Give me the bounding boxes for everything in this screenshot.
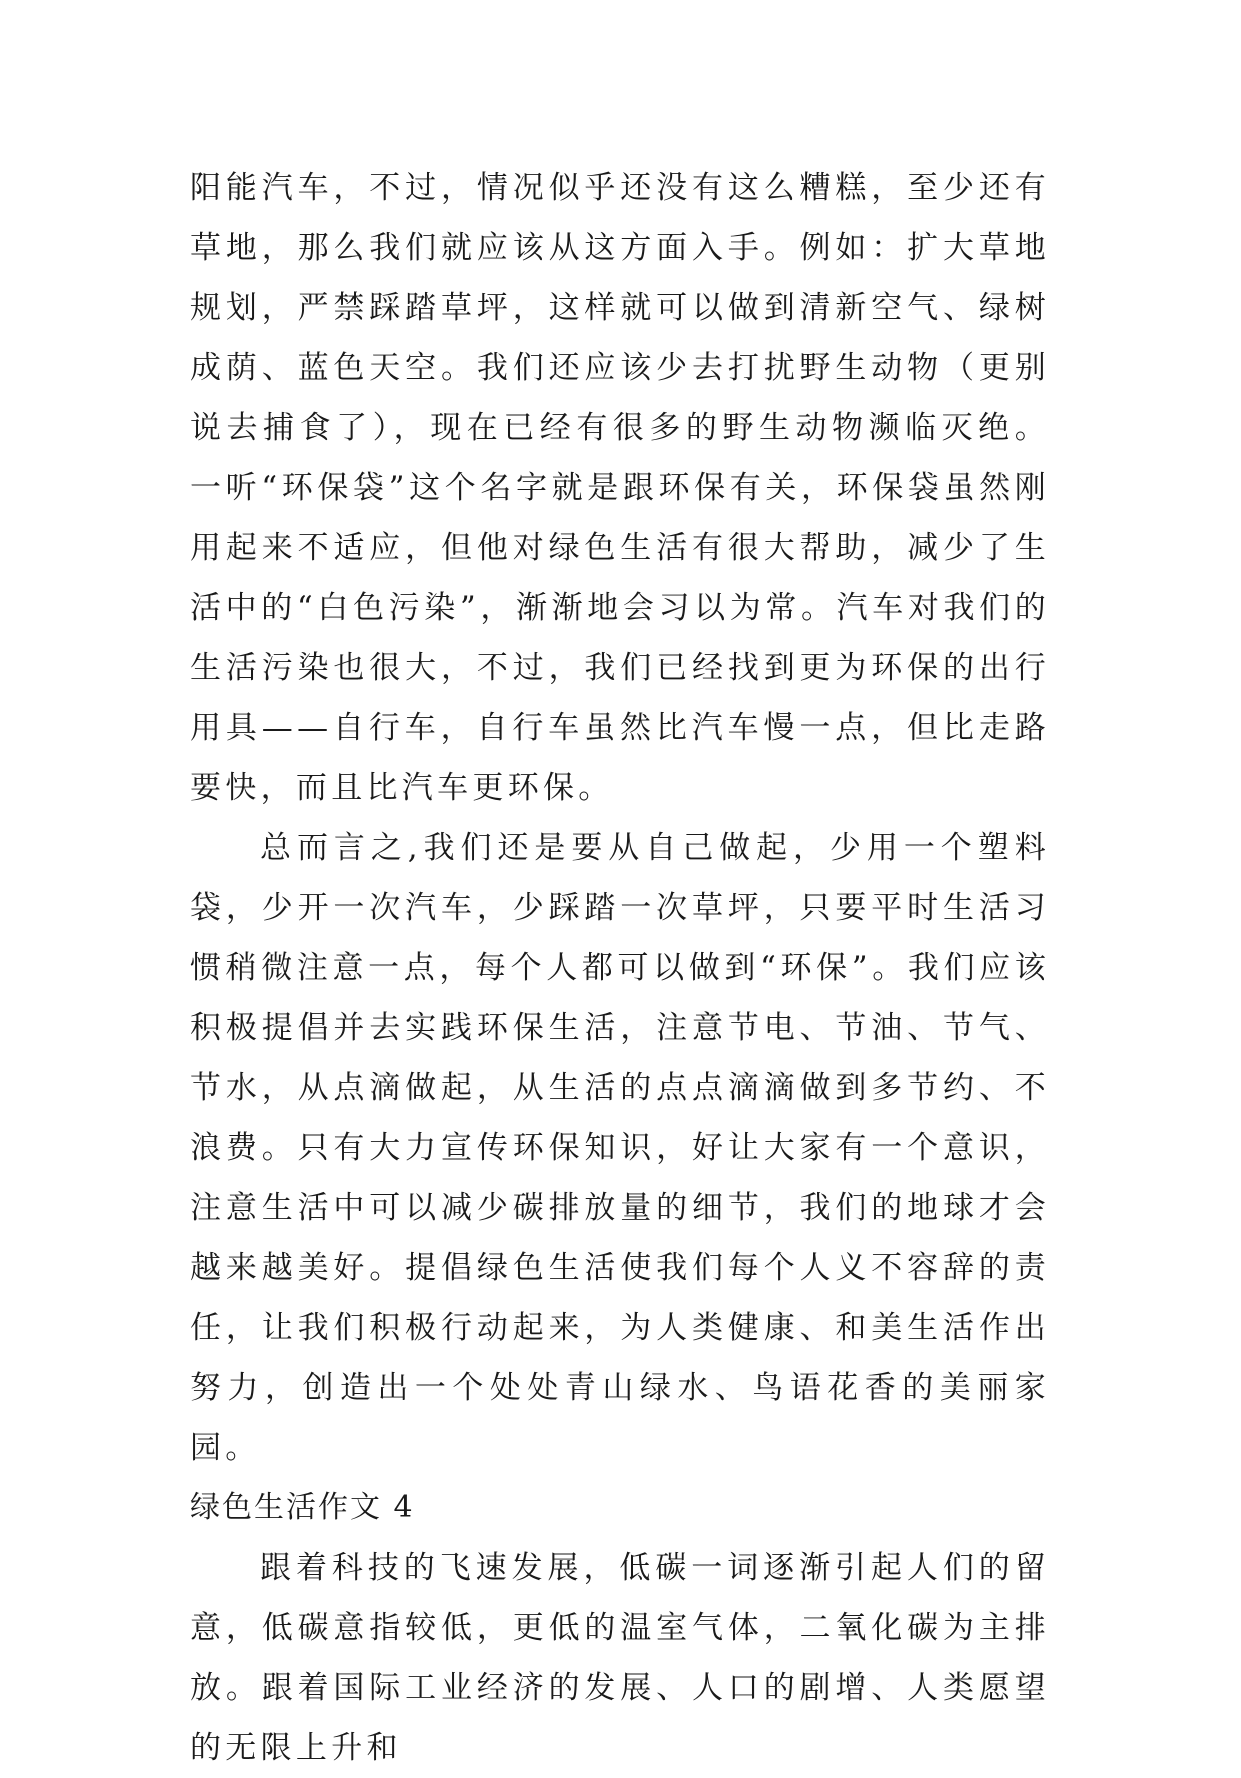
essay-heading: 绿色生活作文 4 — [190, 1490, 415, 1525]
paragraph-essay-4-start: 跟着科技的飞速发展，低碳一词逐渐引起人们的留意，低碳意指较低，更低的温室气体，二氧化碳为主排放。跟着国际工业经济的发展、人口的剧增、人类愿望的无限上升和 — [190, 1550, 1050, 1766]
paragraph-continued: 阳能汽车，不过，情况似乎还没有这么糟糕，至少还有草地，那么我们就应该从这方面入手。例如：扩大草地规划，严禁踩踏草坪，这样就可以做到清新空气、绿树成荫、蓝色天空。我们还应该少去打扰野生动物（更别说去捕食了），现在已经有很多的野生动物濒临灭绝。一听“环保袋”这个名字就是跟环保有关，环保袋虽然刚用起来不适应，但他对绿色生活有很大帮助，减少了生活中的“白色污染”，渐渐地会习以为常。汽车对我们的生活污染也很大，不过，我们已经找到更为环保的出行用具——自行车，自行车虽然比汽车慢一点，但比走路要快，而且比汽车更环保。 — [190, 170, 1050, 806]
paragraph-conclusion: 总而言之,我们还是要从自己做起，少用一个塑料袋，少开一次汽车，少踩踏一次草坪，只要平时生活习惯稍微注意一点，每个人都可以做到“环保”。我们应该积极提倡并去实践环保生活，注意节电、节油、节气、节水，从点滴做起，从生活的点点滴滴做到多节约、不浪费。只有大力宣传环保知识，好让大家有一个意识，注意生活中可以减少碳排放量的细节，我们的地球才会越来越美好。提倡绿色生活使我们每个人义不容辞的责任，让我们积极行动起来，为人类健康、和美生活作出努力，创造出一个处处青山绿水、鸟语花香的美丽家园。 — [190, 830, 1050, 1466]
document-page — [190, 158, 1050, 1778]
